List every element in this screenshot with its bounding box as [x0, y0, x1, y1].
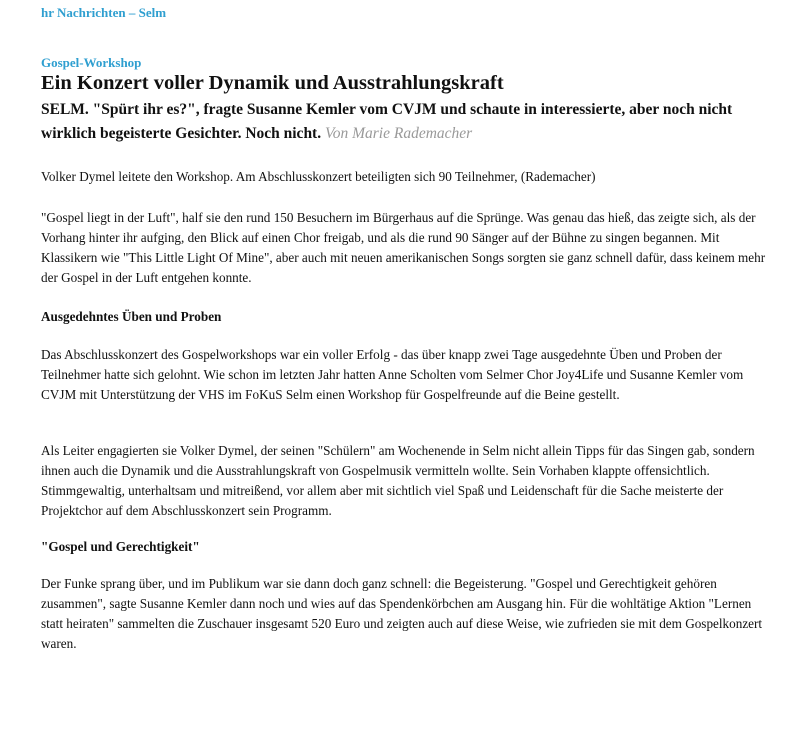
- source-header: hr Nachrichten – Selm: [41, 5, 167, 20]
- body-paragraph-2: Das Abschlusskonzert des Gospelworkshops war ein voller Erfolg - das über knapp zwei Tage ausgedehnte Üben und Proben der Teilnehmer hatte sich gelohnt. Wie schon im letzten Jahr hatten Anne Scholten vom Selmer Chor Joy4Life und Susanne Kemler vom CVJM mit Unterstützung der VHS im FoKuS Selm einen Workshop für Gospelfreunde auf die Beine gestellt.: [41, 347, 744, 402]
- body-paragraph-3: Als Leiter engagierten sie Volker Dymel, der seinen "Schülern" am Wochenende in Selm nicht allein Tipps für das Singen gab, sondern ihnen auch die Dynamik und die Ausstrahlungskraft von Gospelmusik vermitteln wollte. Sein Vorhaben klappte offensichtlich. Stimmgewaltig, unterhaltsam und mitreißend, vor allem aber mit sichtlich viel Spaß und Leidenschaft für die Sache meisterte der Projektchor auf dem Abschlusskonzert sein Programm.: [41, 443, 755, 518]
- image-caption: Volker Dymel leitete den Workshop. Am Abschlusskonzert beteiligten sich 90 Teilnehmer, (Rademacher): [41, 169, 596, 184]
- lead-text: SELM. "Spürt ihr es?", fragte Susanne Kemler vom CVJM und schaute in interessierte, aber noch nicht wirklich begeisterte Gesichter. Noch nicht.: [41, 101, 733, 142]
- subheading-1: Ausgedehntes Üben und Proben: [41, 309, 222, 324]
- article-kicker: Gospel-Workshop: [41, 55, 142, 70]
- subheading-2: "Gospel und Gerechtigkeit": [41, 539, 200, 554]
- article-headline: Ein Konzert voller Dynamik und Ausstrahlungskraft: [41, 72, 504, 94]
- body-paragraph-1: "Gospel liegt in der Luft", half sie den rund 150 Besuchern im Bürgerhaus auf die Sprünge. Was genau das hieß, das zeigte sich, als der Vorhang hinter ihr aufging, den Blick auf einen Chor freigab, und als die rund 90 Sänger auf der Bühne zu singen begannen. Mit Klassikern wie "This Little Light Of Mine", aber auch mit neuen amerikanischen Songs sorgten sie ganz schnell dafür, dass keinem mehr der Gospel in der Luft entgehen konnte.: [41, 210, 766, 285]
- body-paragraph-4: Der Funke sprang über, und im Publikum war sie dann doch ganz schnell: die Begeisterung. "Gospel und Gerechtigkeit gehören zusammen", sagte Susanne Kemler dann noch und wies auf das Spendenkörbchen am Ausgang hin. Für die wohltätige Aktion "Lernen statt heiraten" sammelten die Zuschauer insgesamt 520 Euro und zeigten auch auf diese Weise, wie zufrieden sie mit dem Gospelkonzert waren.: [41, 576, 763, 651]
- author-byline: Von Marie Rademacher: [324, 125, 473, 142]
- article-lead: [41, 98, 771, 146]
